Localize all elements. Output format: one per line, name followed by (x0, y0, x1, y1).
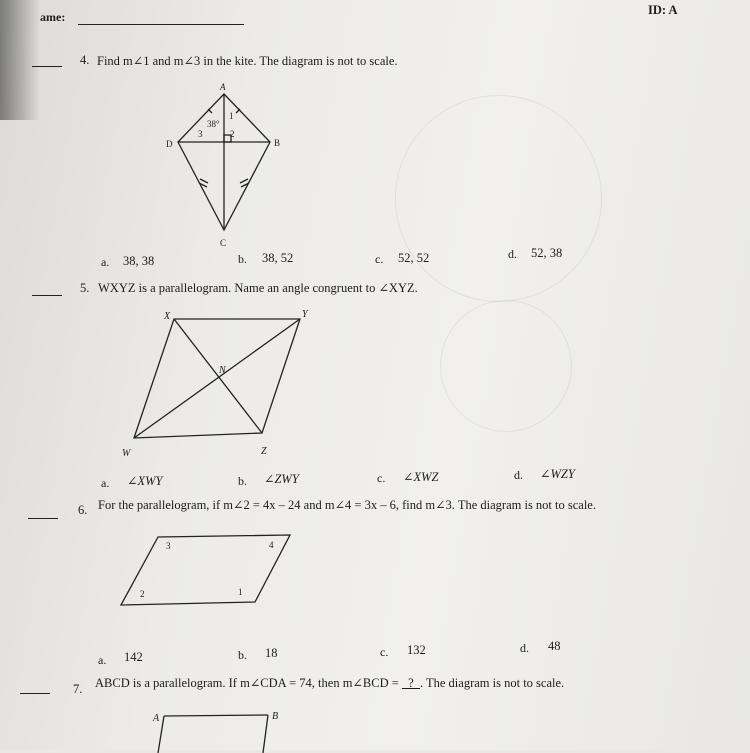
q4-choice-b[interactable]: 38, 52 (262, 251, 294, 265)
q7-text-after: . The diagram is not to scale. (419, 676, 565, 690)
kite-angle-2: 2 (230, 129, 235, 139)
bleed-through-circle (440, 300, 572, 432)
pgram6-angle-2: 2 (140, 589, 145, 599)
parallelogram-wxyz-diagram (118, 305, 318, 465)
pgram-label-z: Z (261, 446, 267, 457)
kite-label-a: A (220, 82, 226, 92)
q6-choice-d[interactable]: 48 (548, 639, 561, 653)
q5-choice-a[interactable]: ∠XWY (127, 474, 163, 488)
q7-text (95, 675, 564, 691)
bleed-through-circle (395, 95, 602, 302)
q6-choice-b-letter: b. (238, 648, 247, 662)
q6-choice-a[interactable]: 142 (124, 650, 143, 664)
q4-text: Find m∠1 and m∠3 in the kite. The diagram is not to scale. (97, 54, 398, 68)
q7-text-before: ABCD is a parallelogram. If m∠CDA = 74, then m∠BCD = (95, 676, 402, 690)
pgram6-angle-3: 3 (166, 541, 171, 551)
pgram6-angle-1: 1 (238, 587, 243, 597)
kite-angle-1: 1 (229, 111, 234, 121)
pgram-label-w: W (122, 448, 131, 459)
kite-angle-3: 3 (198, 129, 203, 139)
q5-choice-d-letter: d. (514, 468, 523, 482)
q7-number: 7. (73, 682, 83, 696)
q5-choice-d[interactable]: ∠WZY (540, 467, 575, 481)
q6-choice-d-letter: d. (520, 641, 529, 655)
abcd-label-a: A (153, 713, 160, 724)
q5-choice-c-letter: c. (377, 471, 386, 485)
page-shadow (0, 0, 40, 120)
q5-choice-a-letter: a. (101, 476, 110, 490)
kite-label-d: D (166, 139, 173, 149)
q6-choice-c[interactable]: 132 (407, 643, 426, 657)
q7-answer-blank[interactable]: ? (401, 676, 420, 690)
q4-choice-c[interactable]: 52, 52 (398, 251, 430, 265)
q4-choice-a-letter: a. (101, 255, 110, 269)
parallelogram-angles-diagram (118, 532, 298, 612)
q5-choice-b[interactable]: ∠ZWY (264, 472, 299, 486)
q4-choice-c-letter: c. (375, 252, 384, 266)
id-label: ID: A (648, 3, 678, 17)
q5-text: WXYZ is a parallelogram. Name an angle congruent to ∠XYZ. (98, 281, 418, 295)
q6-text: For the parallelogram, if m∠2 = 4x – 24 and m∠4 = 3x – 6, find m∠3. The diagram is not to scale. (98, 498, 596, 512)
q5-choice-c[interactable]: ∠XWZ (403, 470, 439, 484)
kite-given-angle: 38° (207, 119, 220, 129)
pgram6-angle-4: 4 (269, 540, 274, 550)
q6-choice-b[interactable]: 18 (265, 646, 278, 660)
name-label: ame: (40, 10, 66, 24)
kite-label-b: B (274, 138, 281, 148)
answer-blank-q5[interactable] (32, 295, 62, 296)
answer-blank-q4[interactable] (32, 66, 62, 67)
q4-choice-d[interactable]: 52, 38 (531, 246, 563, 260)
abcd-label-b: B (272, 711, 279, 722)
kite-diagram (160, 80, 320, 260)
pgram-label-n: N (219, 365, 226, 376)
q4-choice-d-letter: d. (508, 247, 517, 261)
answer-blank-q7[interactable] (20, 693, 50, 694)
q6-choice-a-letter: a. (98, 653, 107, 667)
parallelogram-abcd-diagram (148, 708, 288, 753)
pgram-label-x: X (164, 311, 171, 322)
q6-choice-c-letter: c. (380, 645, 389, 659)
q6-number: 6. (78, 503, 88, 517)
q4-number: 4. (80, 53, 90, 67)
q5-number: 5. (80, 281, 90, 295)
q4-choice-b-letter: b. (238, 252, 247, 266)
kite-label-c: C (220, 238, 227, 248)
name-line[interactable] (78, 24, 244, 25)
q4-choice-a[interactable]: 38, 38 (123, 254, 155, 268)
pgram-label-y: Y (302, 309, 308, 320)
q5-choice-b-letter: b. (238, 474, 247, 488)
answer-blank-q6[interactable] (28, 518, 58, 519)
